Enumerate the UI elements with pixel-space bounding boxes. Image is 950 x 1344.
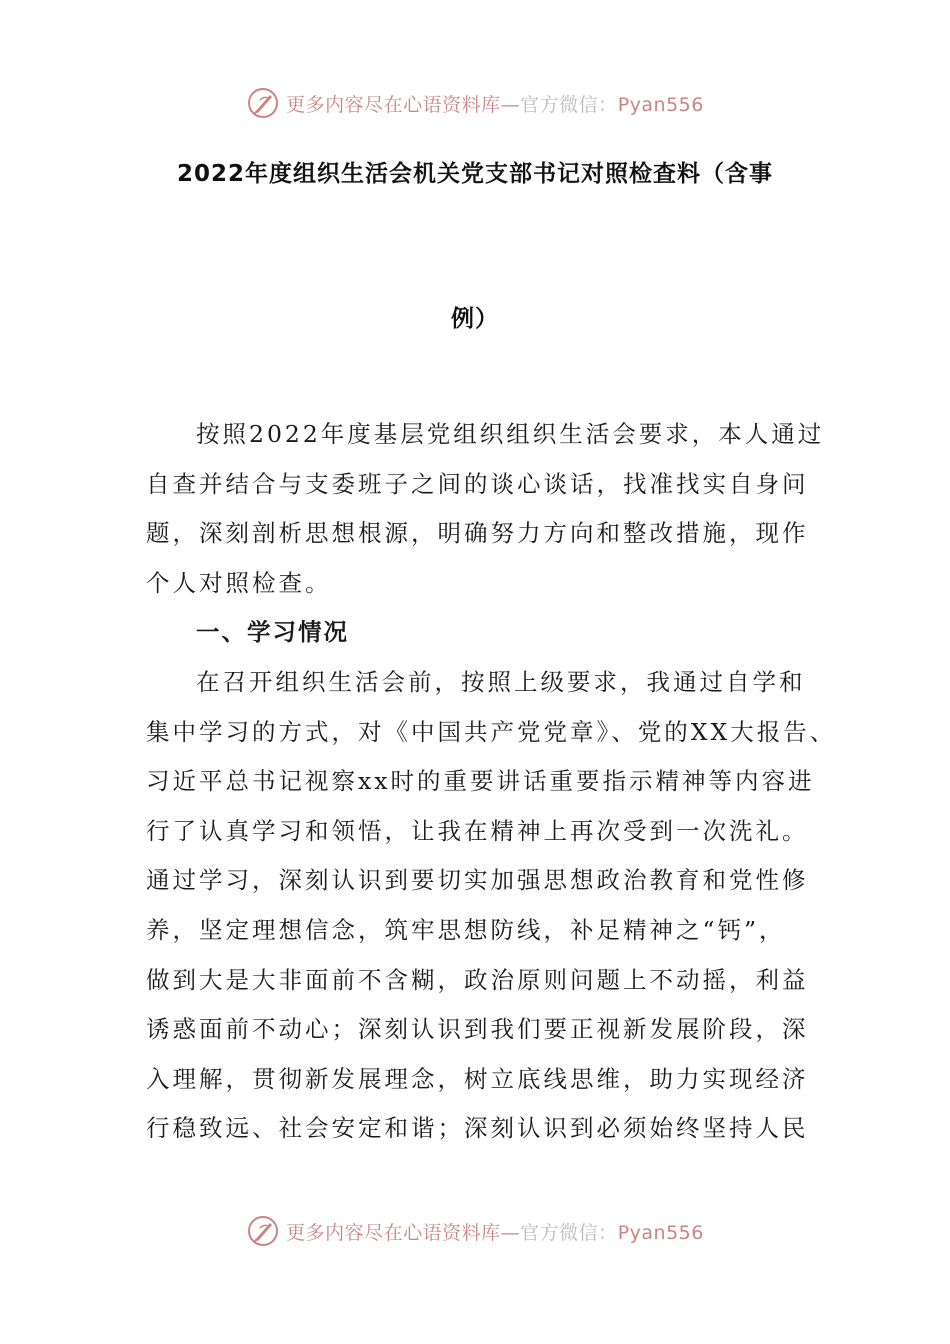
pen-feather-logo-icon [246,1214,280,1248]
banner-text [286,1218,704,1245]
section1-line: 集中学习的方式，对《中国共产党党章》、党的XX大报告、 [146,717,837,746]
intro-line: 按照2022年度基层党组织组织生活会要求，本人通过 [196,420,825,448]
header-banner [0,78,950,128]
footer-banner [0,1206,950,1256]
section1-line: 养，坚定理想信念，筑牢思想防线，补足精神之“钙”， [146,915,786,944]
section1-line: 行稳致远、社会安定和谐；深刻认识到必须始终坚持人民 [146,1114,809,1143]
banner-handle: Pyan556 [617,1221,704,1244]
banner-handle: Pyan556 [617,93,704,116]
banner-main-text: 更多内容尽在心语资料库 [286,1221,501,1244]
document-body [146,410,837,1154]
section1-line: 在召开组织生活会前，按照上级要求，我通过自学和 [196,667,806,696]
banner-dash: — [500,1221,521,1244]
pen-feather-logo-icon [246,86,280,120]
banner-dash: — [500,93,521,116]
section1-line: 入理解，贯彻新发展理念，树立底线思维，助力实现经济 [146,1064,809,1093]
document-title-line-2: 例） [451,306,499,332]
intro-line: 题，深刻剖析思想根源，明确努力方向和整改措施，现作 [146,519,809,548]
section1-line: 行了认真学习和领悟，让我在精神上再次受到一次洗礼。 [146,816,809,845]
section-heading: 一、学习情况 [196,618,349,647]
banner-main-text: 更多内容尽在心语资料库 [286,93,501,116]
section1-line: 习近平总书记视察xx时的重要讲话重要指示精神等内容进 [146,767,815,796]
section1-line: 做到大是大非面前不含糊，政治原则问题上不动摇，利益 [146,965,809,994]
banner-wechat-label: 官方微信： [520,1221,618,1244]
intro-line: 个人对照检查。 [146,568,332,597]
banner-text [286,90,704,117]
section1-line: 通过学习，深刻认识到要切实加强思想政治教育和党性修 [146,866,809,895]
document-title-line-1: 2022年度组织生活会机关党支部书记对照检查料（含事 [176,161,773,187]
banner-wechat-label: 官方微信： [520,93,618,116]
section1-line: 诱惑面前不动心；深刻认识到我们要正视新发展阶段，深 [146,1015,809,1044]
intro-line: 自查并结合与支委班子之间的谈心谈话，找准找实自身问 [146,469,809,498]
